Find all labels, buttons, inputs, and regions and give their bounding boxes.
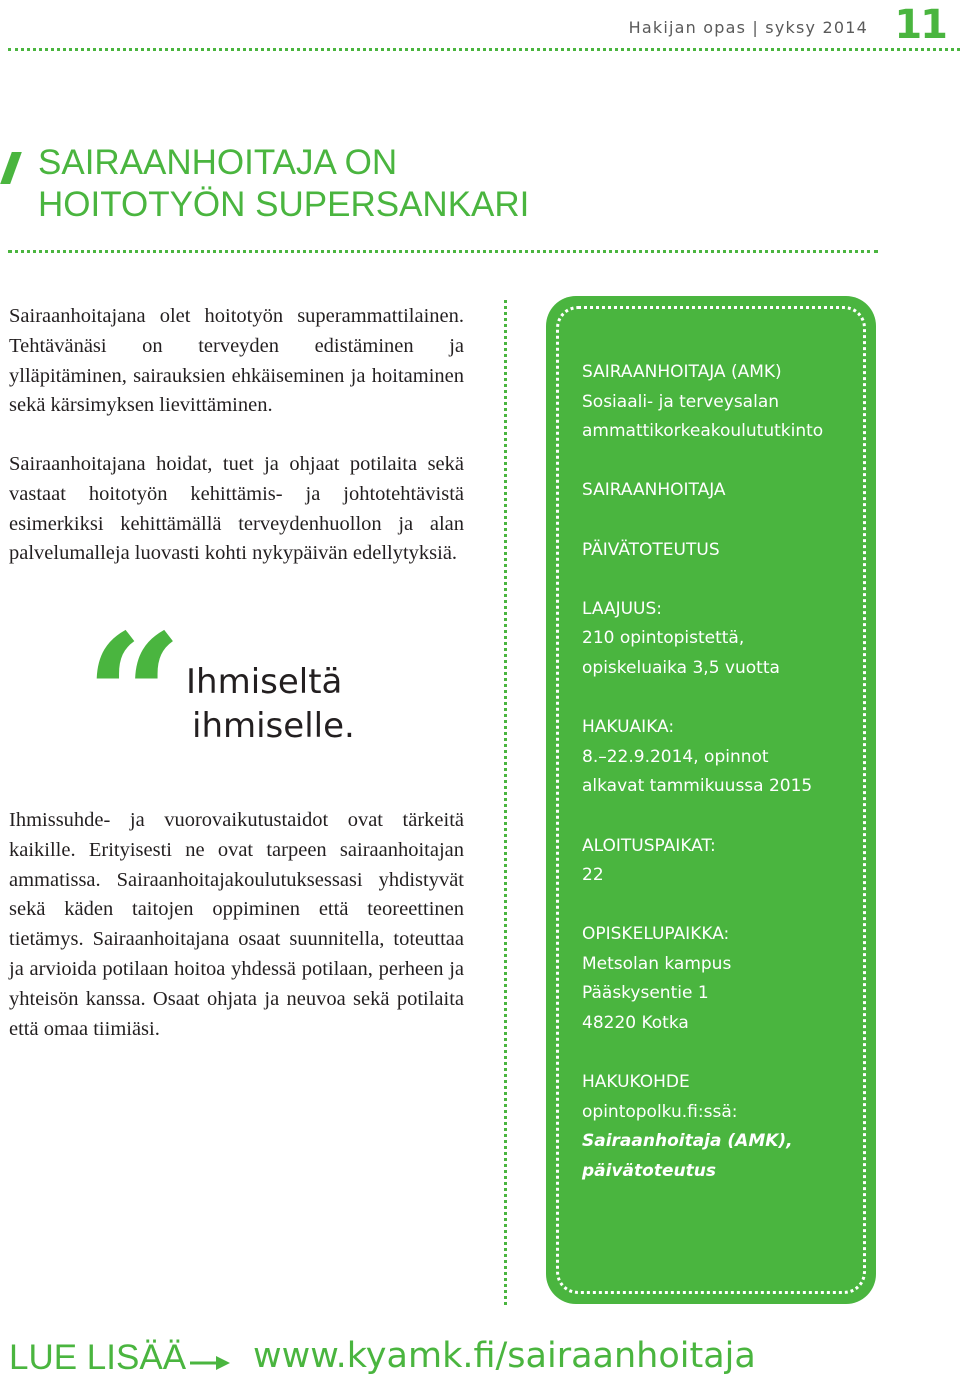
quote-line-2: ihmiselle. [192,706,355,746]
scope-label: LAAJUUS: [582,598,663,619]
places-block [582,832,872,891]
pull-quote [186,660,355,748]
program-name: SAIRAANHOITAJA [582,480,726,501]
title-line-1: SAIRAANHOITAJA ON [38,143,398,182]
quote-mark-icon: “ [85,597,183,797]
scope-block [582,595,872,684]
degree-title: SAIRAANHOITAJA (AMK) [582,362,782,382]
footer-link[interactable]: www.kyamk.fi/sairaanhoitaja [253,1336,756,1376]
skills-paragraph: Ihmissuhde- ja vuorovaikutustaidot ovat tärkeitä kaikille. Erityisesti ne ovat tarpeen sairaanhoitajan ammatissa. Sairaanhoitajakoulutuksessasi yhdistyvät sekä käden taitojen oppiminen että teoreettinen tietämys. Sairaanhoitajana osaat suunnitella, toteuttaa ja arvioida potilaan hoitoa yhdessä potilaan, perheen ja yhteisön kanssa. Osaat ohjata ja neuvoa sekä potilaita että omaa tiimiäsi. [9,809,464,1040]
publication-label: Hakijan opas | syksy 2014 [628,18,868,37]
places-label: ALOITUSPAIKAT: [582,835,716,856]
page-title [38,142,529,226]
target-line-3: päivätoteutus [582,1161,716,1182]
target-line-2: Sairaanhoitaja (AMK), [582,1131,793,1152]
scope-line-2: opiskeluaika 3,5 vuotta [582,657,780,678]
mode-block [582,536,872,566]
degree-line-2: Sosiaali- ja terveysalan [582,391,780,412]
quote-line-1: Ihmiseltä [186,662,343,702]
location-line-3: 48220 Kotka [582,1013,689,1034]
program-block [582,476,872,506]
location-line-2: Pääskysentie 1 [582,983,709,1004]
apply-line-1: 8.–22.9.2014, opinnot [582,746,769,767]
scope-line-1: 210 opintopistettä, [582,628,745,649]
degree-line-3: ammattikorkeakoulututkinto [582,421,824,442]
info-content [582,358,872,1216]
info-box [546,296,876,1304]
study-mode: PÄIVÄTOTEUTUS [582,539,720,560]
duties-paragraph: Sairaanhoitajana hoidat, tuet ja ohjaat potilaita sekä vastaat hoitotyön kehittämis- ja johtotehtävistä esimerkiksi kehittämällä terveydenhuollon ja alan palvelumalleja luovasti kohti nykypäivän edellytyksiä. [9,453,464,565]
target-block [582,1068,872,1186]
title-line-2: HOITOTYÖN SUPERSANKARI [38,185,530,224]
target-label: HAKUKOHDE [582,1072,690,1093]
places-value: 22 [582,865,604,886]
header-divider [8,48,960,51]
page-number: 11 [894,2,946,48]
apply-label: HAKUAIKA: [582,717,675,738]
title-divider [8,250,878,253]
location-line-1: Metsolan kampus [582,953,732,974]
apply-line-2: alkavat tammikuussa 2015 [582,776,813,797]
apply-block [582,713,872,802]
title-slash-icon [0,152,22,184]
target-line-1: opintopolku.fi:ssä: [582,1101,738,1122]
location-block [582,920,872,1038]
intro-paragraph: Sairaanhoitajana olet hoitotyön superammattilainen. Tehtävänäsi on terveyden edistäminen ja ylläpitäminen, sairauksien ehkäiseminen ja hoitaminen sekä kärsimyksen lievittäminen. [9,305,464,417]
location-label: OPISKELUPAIKKA: [582,924,730,945]
read-more-label: LUE LISÄÄ [9,1338,187,1377]
arrow-right-icon [190,1354,230,1370]
degree-block [582,358,872,447]
column-divider [504,300,507,1305]
